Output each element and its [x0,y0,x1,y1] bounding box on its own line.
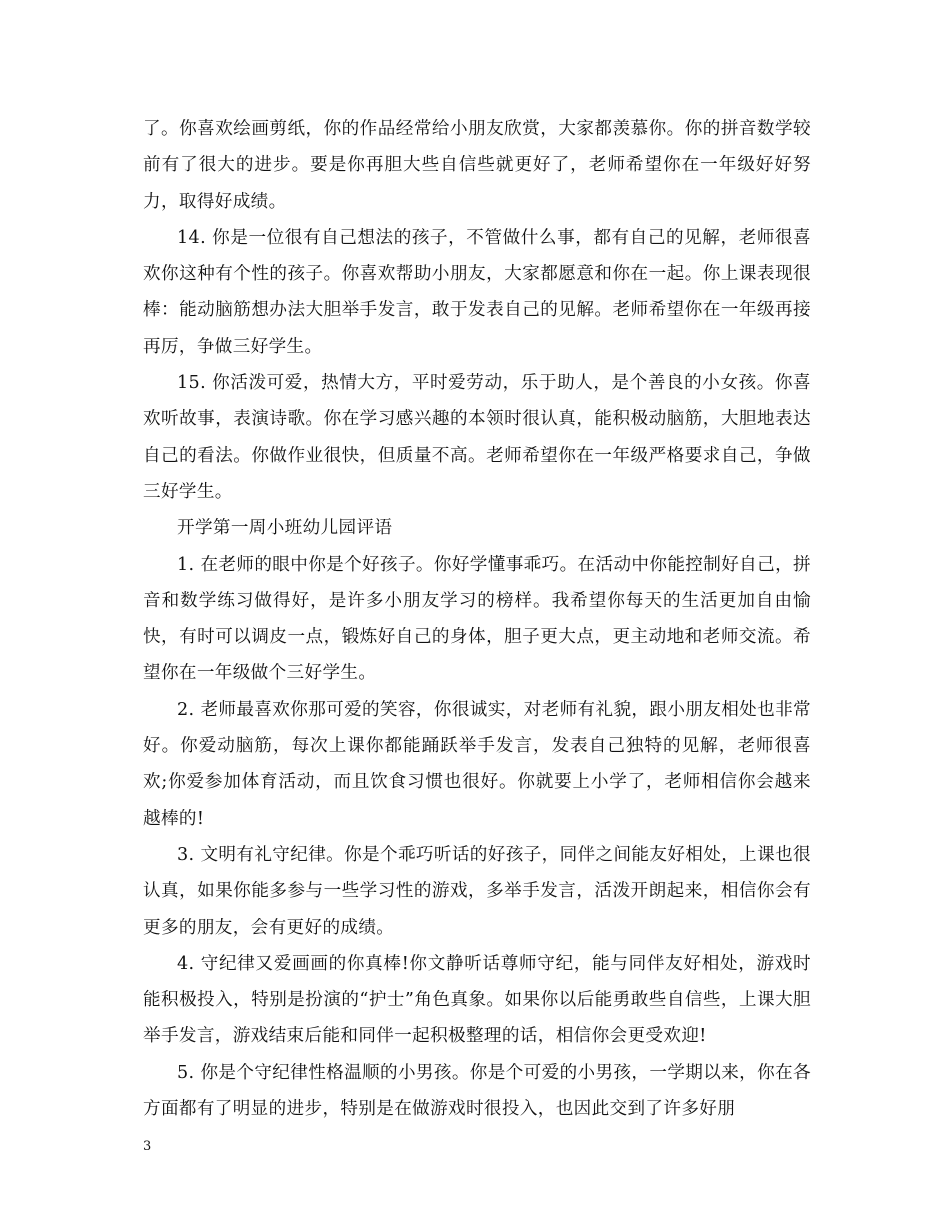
comment-item-4: 4. 守纪律又爱画画的你真棒!你文静听话尊师守纪，能与同伴友好相处，游戏时能积极投入，特别是扮演的“护士”角色真象。如果你以后能勇敢些自信些，上课大胆举手发言，游戏结束后能和同伴一起积极整理的话，相信你会更受欢迎! [143,953,811,1047]
comment-item-15: 15. 你活泼可爱，热情大方，平时爱劳动，乐于助人，是个善良的小女孩。你喜欢听故事，表演诗歌。你在学习感兴趣的本领时很认真，能积极动脑筋，大胆地表达自己的看法。你做作业很快，但质量不高。老师希望你在一年级严格要求自己，争做三好学生。 [143,373,811,502]
continued-paragraph: 了。你喜欢绘画剪纸，你的作品经常给小朋友欣赏，大家都羡慕你。你的拼音数学较前有了很大的进步。要是你再胆大些自信些就更好了，老师希望你在一年级好好努力，取得好成绩。 [143,119,811,212]
comment-item-2: 2. 老师最喜欢你那可爱的笑容，你很诚实，对老师有礼貌，跟小朋友相处也非常好。你爱动脑筋，每次上课你都能踊跃举手发言，发表自己独特的见解，老师很喜欢;你爱参加体育活动，而且饮食习惯也很好。你就要上小学了，老师相信你会越来越棒的! [143,699,811,829]
comment-item-14: 14. 你是一位很有自己想法的孩子，不管做什么事，都有自己的见解，老师很喜欢你这种有个性的孩子。你喜欢帮助小朋友，大家都愿意和你在一起。你上课表现很棒：能动脑筋想办法大胆举手发言，敢于发表自己的见解。老师希望你在一年级再接再厉，争做三好学生。 [143,227,811,357]
comment-item-5: 5. 你是个守纪律性格温顺的小男孩。你是个可爱的小男孩，一学期以来，你在各方面都有了明显的进步，特别是在做游戏时很投入，也因此交到了许多好朋 [143,1062,811,1120]
comment-item-3: 3. 文明有礼守纪律。你是个乖巧听话的好孩子，同伴之间能友好相处，上课也很认真，如果你能多参与一些学习性的游戏，多举手发言，活泼开朗起来，相信你会有更多的朋友，会有更好的成绩。 [143,844,811,938]
page-number: 3 [143,1139,152,1154]
comment-item-1: 1. 在老师的眼中你是个好孩子。你好学懂事乖巧。在活动中你能控制好自己，拼音和数学练习做得好，是许多小朋友学习的榜样。我希望你每天的生活更加自由愉快，有时可以调皮一点，锻炼好自己的身体，胆子更大点，更主动地和老师交流。希望你在一年级做个三好学生。 [143,554,811,684]
section-title: 开学第一周小班幼儿园评语 [177,518,393,539]
document-body [143,111,811,1127]
